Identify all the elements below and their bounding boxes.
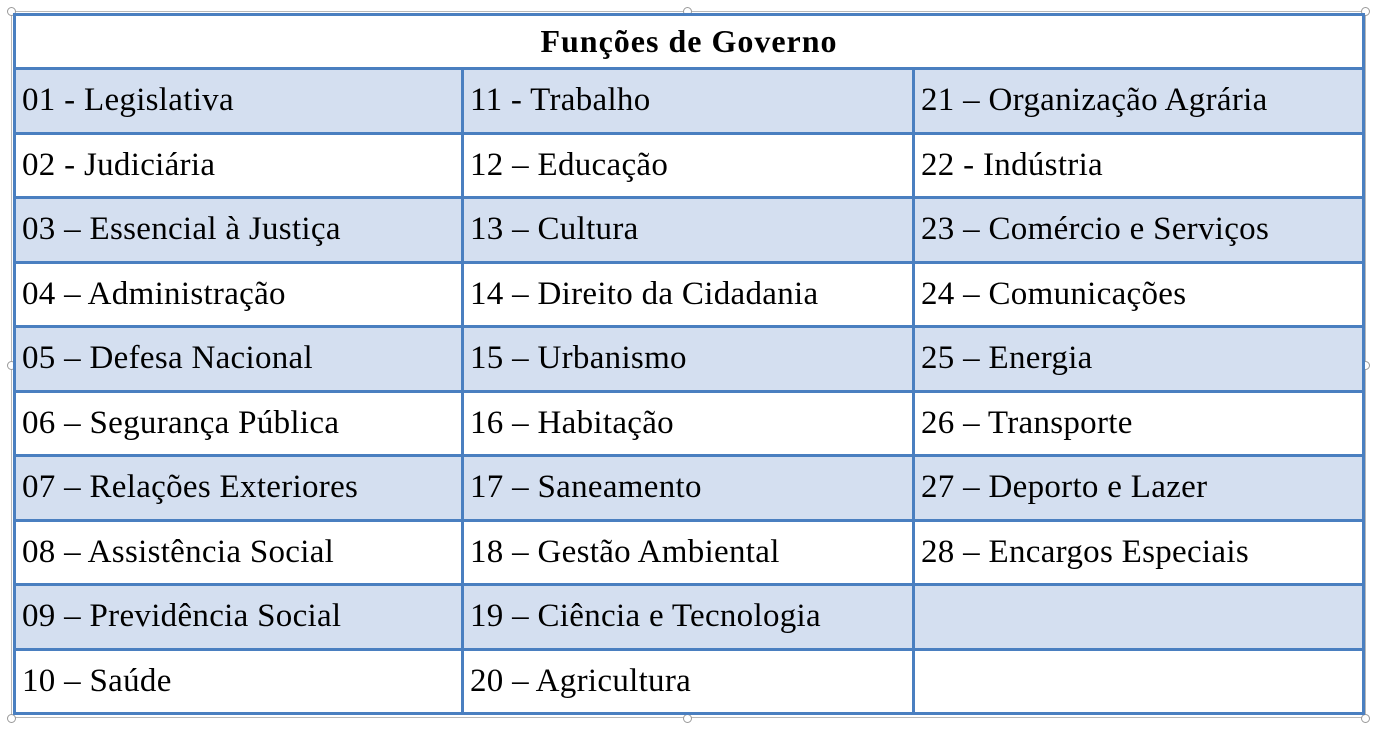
functions-table [13, 13, 1365, 715]
table-cell: 26 – Transporte [914, 391, 1364, 456]
resize-handle-bottom-left[interactable] [7, 714, 16, 723]
table-row [15, 649, 1364, 714]
table-row [15, 456, 1364, 521]
table-cell-empty [914, 585, 1364, 650]
table-cell: 12 – Educação [463, 133, 914, 198]
table-cell: 28 – Encargos Especiais [914, 520, 1364, 585]
table-cell: 07 – Relações Exteriores [15, 456, 463, 521]
table-row [15, 327, 1364, 392]
table-cell-empty [914, 649, 1364, 714]
table-cell: 27 – Deporto e Lazer [914, 456, 1364, 521]
table-cell: 16 – Habitação [463, 391, 914, 456]
table-row [15, 585, 1364, 650]
table-cell: 02 - Judiciária [15, 133, 463, 198]
table-row [15, 262, 1364, 327]
resize-handle-bottom-right[interactable] [1361, 714, 1370, 723]
table-cell: 25 – Energia [914, 327, 1364, 392]
table-cell: 21 – Organização Agrária [914, 69, 1364, 134]
table-cell: 22 - Indústria [914, 133, 1364, 198]
title-row [15, 15, 1364, 69]
table-row [15, 391, 1364, 456]
table-cell: 15 – Urbanismo [463, 327, 914, 392]
table-cell: 01 - Legislativa [15, 69, 463, 134]
table-cell: 17 – Saneamento [463, 456, 914, 521]
table-cell: 06 – Segurança Pública [15, 391, 463, 456]
table-cell: 11 - Trabalho [463, 69, 914, 134]
table-cell: 05 – Defesa Nacional [15, 327, 463, 392]
table-cell: 24 – Comunicações [914, 262, 1364, 327]
resize-handle-bottom-center[interactable] [683, 714, 692, 723]
table-cell: 18 – Gestão Ambiental [463, 520, 914, 585]
table-cell: 10 – Saúde [15, 649, 463, 714]
table-row [15, 198, 1364, 263]
table-row [15, 69, 1364, 134]
table-cell: 19 – Ciência e Tecnologia [463, 585, 914, 650]
table-cell: 23 – Comércio e Serviços [914, 198, 1364, 263]
table-cell: 09 – Previdência Social [15, 585, 463, 650]
table-row [15, 133, 1364, 198]
table-title: Funções de Governo [15, 15, 1364, 69]
table-cell: 04 – Administração [15, 262, 463, 327]
table-cell: 14 – Direito da Cidadania [463, 262, 914, 327]
table-row [15, 520, 1364, 585]
table-cell: 08 – Assistência Social [15, 520, 463, 585]
table-cell: 13 – Cultura [463, 198, 914, 263]
table-cell: 03 – Essencial à Justiça [15, 198, 463, 263]
table-cell: 20 – Agricultura [463, 649, 914, 714]
